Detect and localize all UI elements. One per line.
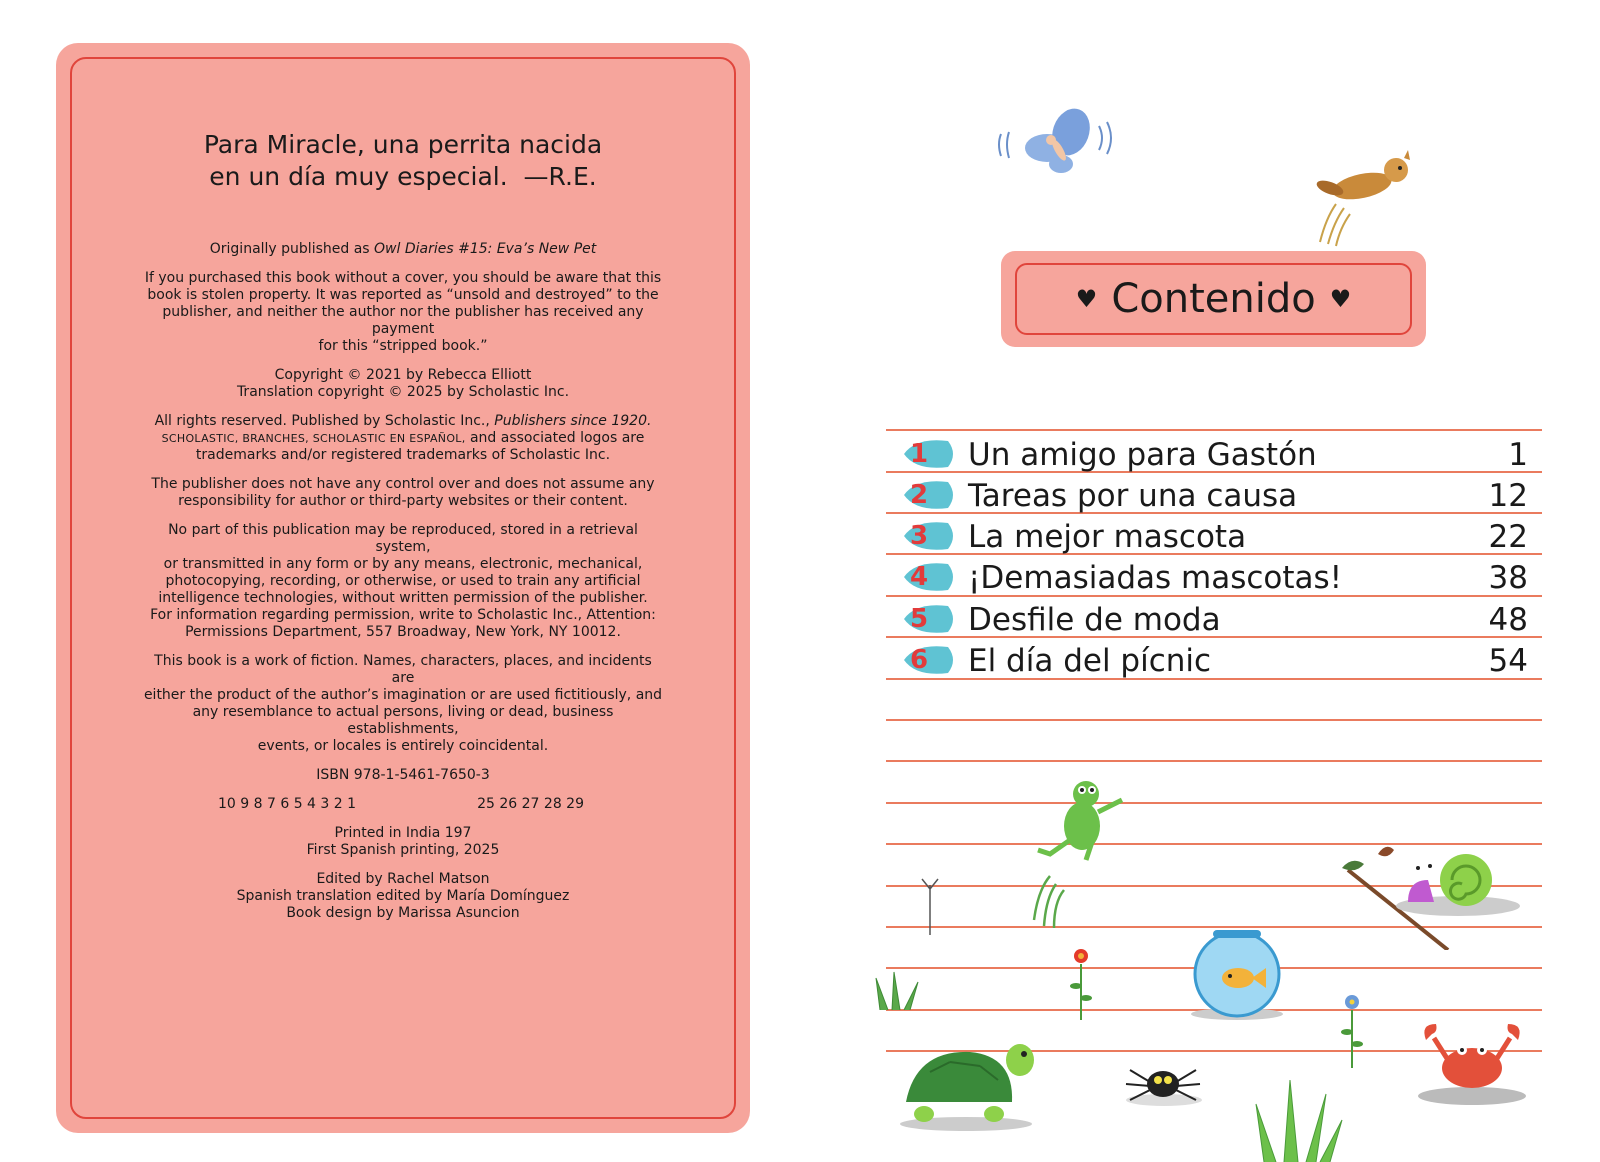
- control-line: The publisher does not have any control over and does not assume any: [151, 476, 655, 492]
- chapter-page: 38: [1488, 560, 1528, 596]
- isbn: ISBN 978-1-5461-7650-3: [316, 767, 490, 783]
- grass-icon: [1254, 1074, 1344, 1162]
- chapter-title: Desfile de moda: [968, 602, 1221, 638]
- rights-trademarks: SCHOLASTIC, BRANCHES, SCHOLASTIC EN ESPAÑOL,: [161, 432, 466, 445]
- contents-title: Contenido: [1111, 276, 1316, 322]
- toc-row: [886, 435, 1536, 475]
- ruled-line: [886, 719, 1542, 721]
- rights-line: trademarks and/or registered trademarks of Scholastic Inc.: [195, 447, 611, 463]
- rights-rest: and associated logos are: [465, 430, 645, 446]
- butterfly-icon: [995, 104, 1119, 186]
- credit-line: Edited by Rachel Matson: [316, 871, 490, 887]
- rights-line: [142, 430, 664, 447]
- reproduction-line: Permissions Department, 557 Broadway, New York, NY 10012.: [185, 624, 621, 640]
- toc-row: [886, 641, 1536, 681]
- legal-text: [142, 241, 664, 934]
- chapter-number: 4: [909, 562, 929, 592]
- reproduction-notice: [142, 522, 664, 641]
- chapter-page: 48: [1488, 602, 1528, 638]
- toc-row: [886, 517, 1536, 557]
- chapter-title: El día del pícnic: [968, 643, 1212, 679]
- snail-icon: [1338, 840, 1528, 950]
- fiction-line: events, or locales is entirely coincidental.: [257, 738, 549, 754]
- chapter-page: 54: [1488, 643, 1528, 679]
- crab-icon: [1412, 1020, 1532, 1106]
- printing-line: Printed in India 197: [334, 825, 472, 841]
- reproduction-line: photocopying, recording, or otherwise, or used to train any artificial: [165, 573, 641, 589]
- chapter-title: ¡Demasiadas mascotas!: [968, 560, 1343, 596]
- reproduction-line: intelligence technologies, without written permission of the publisher.: [158, 590, 648, 606]
- fishbowl-icon: [1186, 926, 1288, 1020]
- ruled-line: [886, 429, 1542, 431]
- print-line: [142, 796, 664, 813]
- control-line: responsibility for author or third-party websites or their content.: [178, 493, 628, 509]
- original-publication: [142, 241, 664, 258]
- flower-icon: [1066, 944, 1096, 1020]
- notice-line: If you purchased this book without a cover, you should be aware that this: [144, 270, 662, 286]
- rights-line: [142, 413, 664, 430]
- rights-prefix: All rights reserved. Published by Scholastic Inc.,: [154, 413, 495, 429]
- chapter-title: La mejor mascota: [968, 519, 1247, 555]
- chapter-title: Un amigo para Gastón: [968, 437, 1317, 473]
- credit-line: Spanish translation edited by María Domínguez: [236, 888, 570, 904]
- ruled-line: [886, 802, 1542, 804]
- rights-notice: [142, 413, 664, 464]
- reproduction-line: For information regarding permission, write to Scholastic Inc., Attention:: [150, 607, 656, 623]
- copyright-line: Translation copyright © 2025 by Scholastic Inc.: [236, 384, 570, 400]
- original-pub-title: Owl Diaries #15: Eva’s New Pet: [374, 241, 597, 257]
- notice-line: for this “stripped book.”: [318, 338, 488, 354]
- chapter-number: 6: [909, 645, 929, 675]
- fiction-line: either the product of the author’s imagination or are used fictitiously, and: [143, 687, 663, 703]
- dedication-line: Para Miracle, una perrita nacida: [203, 130, 603, 159]
- fiction-line: any resemblance to actual persons, living or dead, business establishments,: [192, 704, 614, 737]
- chapter-number: 1: [909, 439, 929, 469]
- fiction-notice: [142, 653, 664, 755]
- toc-row: [886, 558, 1536, 598]
- copyright-line: Copyright © 2021 by Rebecca Elliott: [274, 367, 532, 383]
- print-numbers: 10 9 8 7 6 5 4 3 2 1: [218, 796, 357, 812]
- copyright-notice: [142, 367, 664, 401]
- chapter-title: Tareas por una causa: [968, 478, 1298, 514]
- printing-info: [142, 825, 664, 859]
- printing-line: First Spanish printing, 2025: [306, 842, 500, 858]
- chapter-number: 2: [909, 480, 929, 510]
- spider-icon: [1120, 1058, 1206, 1108]
- stripped-book-notice: [142, 270, 664, 355]
- toc-row: [886, 600, 1536, 640]
- dedication: [72, 129, 734, 193]
- heart-icon: ♥: [1075, 285, 1098, 313]
- chapter-page: 1: [1508, 437, 1528, 473]
- heart-icon: ♥: [1329, 285, 1352, 313]
- reproduction-line: No part of this publication may be reproduced, stored in a retrieval system,: [168, 522, 638, 555]
- reproduction-line: or transmitted in any form or by any means, electronic, mechanical,: [163, 556, 643, 572]
- copyright-page-border: [70, 57, 736, 1119]
- grass-icon: [874, 968, 924, 1010]
- toc-row: [886, 476, 1536, 516]
- notice-line: book is stolen property. It was reported as “unsold and destroyed” to the: [147, 287, 659, 303]
- fiction-line: This book is a work of fiction. Names, characters, places, and incidents are: [154, 653, 652, 686]
- flower-icon: [1338, 992, 1366, 1068]
- contents-header: [1001, 251, 1426, 347]
- credit-line: Book design by Marissa Asuncion: [286, 905, 520, 921]
- frog-icon: [1030, 780, 1140, 930]
- chapter-number: 5: [909, 604, 929, 634]
- dedication-line: en un día muy especial. —R.E.: [209, 162, 597, 191]
- chapter-page: 22: [1488, 519, 1528, 555]
- ruled-line: [886, 760, 1542, 762]
- publisher-control-notice: [142, 476, 664, 510]
- chapter-page: 12: [1488, 478, 1528, 514]
- rights-italic: Publishers since 1920.: [494, 413, 652, 429]
- print-years: 25 26 27 28 29: [477, 796, 584, 812]
- chapter-number: 3: [909, 521, 929, 551]
- contents-header-border: [1015, 263, 1412, 335]
- credits: [142, 871, 664, 922]
- copyright-page-card: [56, 43, 750, 1133]
- turtle-icon: [890, 1032, 1040, 1132]
- sprig-icon: [918, 875, 942, 935]
- original-pub-prefix: Originally published as: [209, 241, 375, 257]
- chipmunk-icon: [1310, 148, 1420, 248]
- notice-line: publisher, and neither the author nor the publisher has received any payment: [162, 304, 644, 337]
